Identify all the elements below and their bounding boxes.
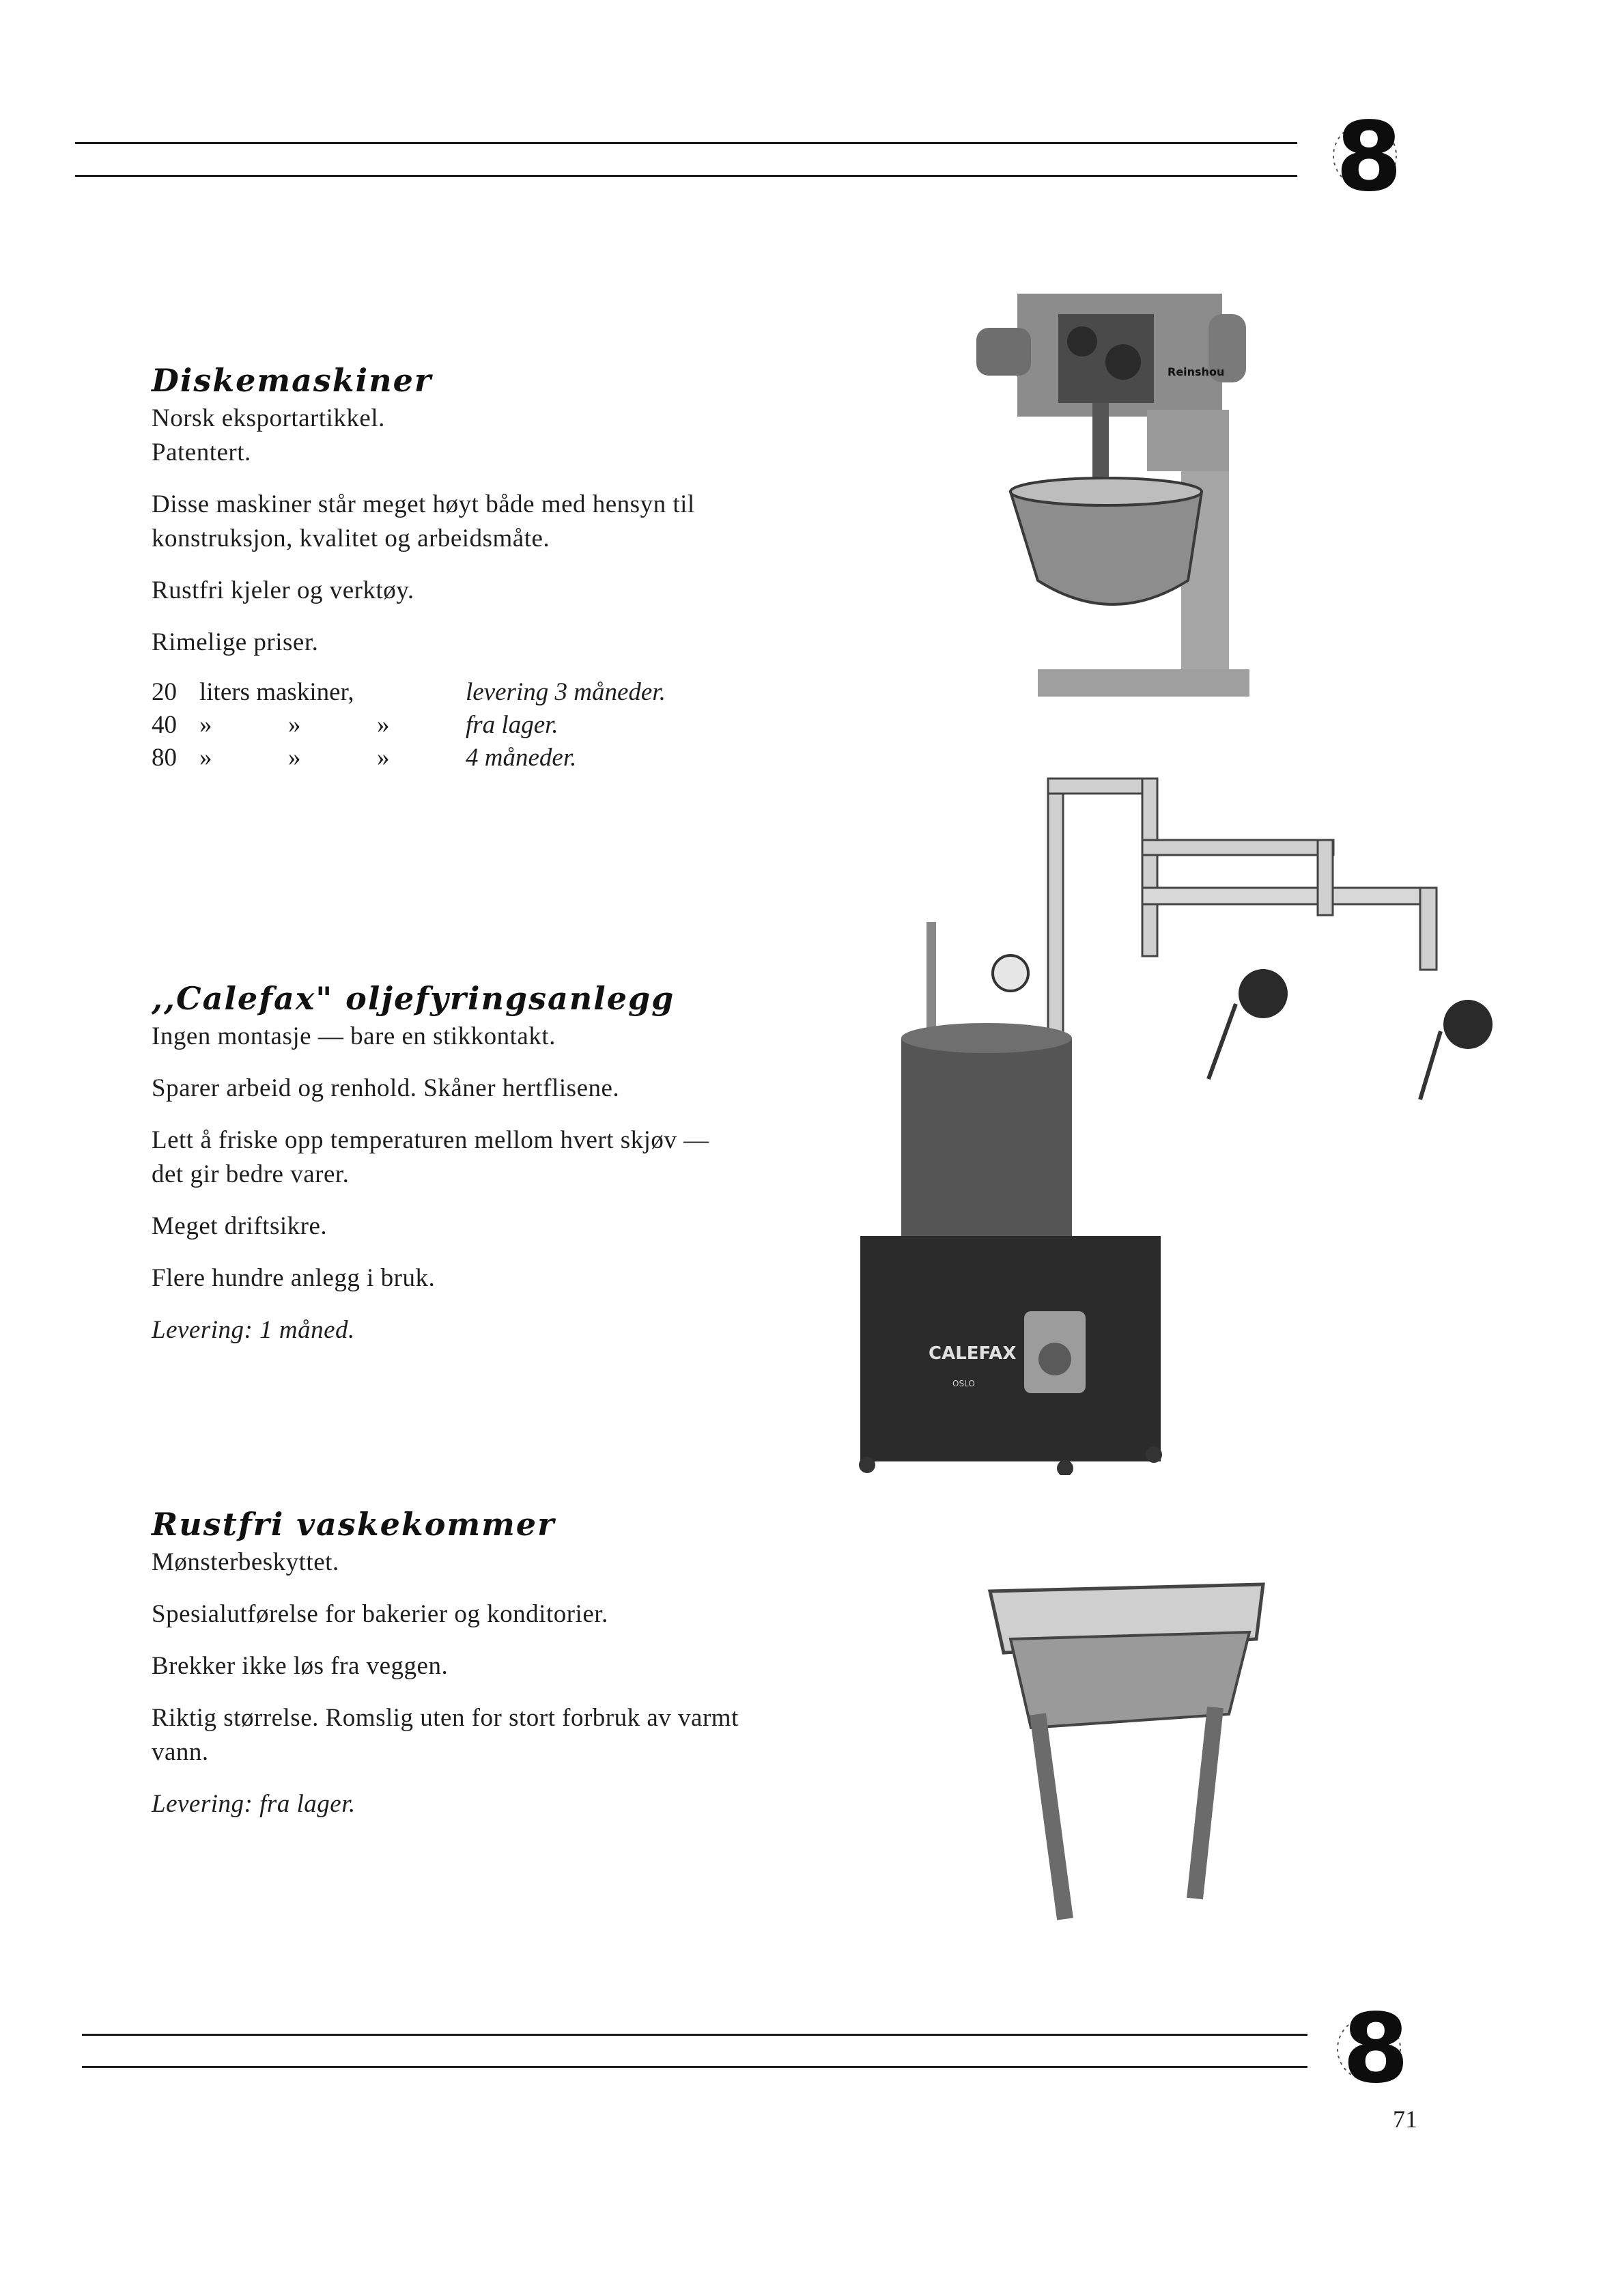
price-cell: »	[199, 744, 212, 772]
section-heading: Diskemaskiner	[152, 362, 433, 399]
top-rule-2	[75, 175, 1297, 177]
delivery-line: Levering: 1 måned.	[152, 1316, 355, 1344]
price-row	[152, 710, 666, 743]
mixer-photo	[963, 287, 1249, 731]
text-line: Riktig størrelse. Romslig uten for stort forbruk av varmt vann.	[152, 1704, 739, 1766]
price-cell: »	[288, 744, 301, 772]
logo-top-icon	[1321, 102, 1417, 212]
text-line: Sparer arbeid og renhold. Skåner hertflisene.	[152, 1074, 620, 1102]
price-cell: »	[377, 711, 390, 739]
price-cell: 4 måneder.	[466, 744, 577, 772]
text-line: Flere hundre anlegg i bruk.	[152, 1264, 436, 1292]
text-line: Ingen montasje — bare en stikkontakt.	[152, 1022, 556, 1050]
price-table	[152, 677, 666, 776]
section-heading: Rustfri vaskekommer	[152, 1506, 556, 1543]
text-line: Rustfri kjeler og verktøy.	[152, 576, 414, 604]
text-line: Patentert.	[152, 438, 251, 466]
top-rule-1	[75, 142, 1297, 144]
price-size: 80	[152, 744, 177, 772]
bottom-rule-1	[82, 2034, 1307, 2036]
page-number: 71	[1393, 2105, 1417, 2133]
sink-photo	[983, 1578, 1270, 1933]
calefax-sublabel: OSLO	[952, 1379, 975, 1388]
calefax-label: CALEFAX	[929, 1343, 1017, 1364]
price-cell: »	[199, 711, 212, 739]
text-line: Norsk eksportartikkel.	[152, 404, 385, 432]
section-calefax	[152, 980, 739, 1365]
mixer-label: Reinshou	[1168, 365, 1225, 378]
text-line: Disse maskiner står meget høyt både med hensyn til konstruksjon, kvalitet og arbeidsmåte.	[152, 490, 695, 552]
price-cell: levering 3 måneder.	[466, 678, 666, 706]
price-row	[152, 677, 666, 710]
calefax-photo	[826, 765, 1509, 1475]
price-cell: liters maskiner,	[199, 678, 354, 706]
text-line: Rimelige priser.	[152, 628, 319, 656]
price-row	[152, 743, 666, 776]
logo-bottom-glyph: 8	[1342, 1994, 1409, 2103]
logo-bottom-icon	[1328, 1994, 1424, 2103]
text-line: Lett å friske opp temperaturen mellom hvert skjøv — det gir bedre varer.	[152, 1126, 709, 1188]
text-line: Brekker ikke løs fra veggen.	[152, 1652, 449, 1680]
bottom-rule-2	[82, 2066, 1307, 2068]
section-vaskekommer	[152, 1506, 739, 1839]
section-diskemaskiner	[152, 362, 739, 776]
delivery-line: Levering: fra lager.	[152, 1790, 356, 1818]
price-cell: fra lager.	[466, 711, 558, 739]
price-cell: »	[377, 744, 390, 772]
price-size: 20	[152, 678, 177, 706]
price-cell: »	[288, 711, 301, 739]
text-line: Spesialutførelse for bakerier og konditorier.	[152, 1600, 608, 1628]
section-heading: ,,Calefax" oljefyringsanlegg	[152, 980, 675, 1017]
text-line: Meget driftsikre.	[152, 1212, 328, 1240]
logo-top-glyph: 8	[1335, 102, 1402, 212]
price-size: 40	[152, 711, 177, 739]
text-line: Mønsterbeskyttet.	[152, 1548, 339, 1576]
